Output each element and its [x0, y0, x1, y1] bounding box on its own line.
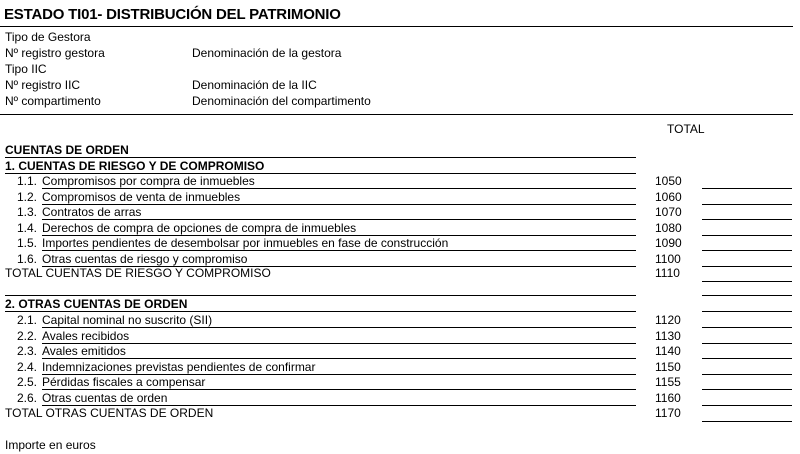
section2-heading: 2. OTRAS CUENTAS DE ORDEN [5, 297, 188, 311]
denominacion-iic-label: Denominación de la IIC [192, 78, 317, 92]
row-value-line [702, 266, 792, 267]
section2-underline [5, 311, 636, 312]
row-code: 1155 [655, 375, 681, 389]
section2-overline-value [702, 295, 792, 296]
section1-total-value-line [702, 281, 792, 282]
table-row [0, 329, 793, 344]
section2-underline-value [702, 311, 792, 312]
row-number: 2.6. [17, 390, 38, 405]
registro-gestora-label: Nº registro gestora [5, 46, 105, 60]
section1-total-label: TOTAL CUENTAS DE RIESGO Y COMPROMISO [5, 266, 271, 280]
row-code: 1100 [655, 251, 681, 266]
section2-total-code: 1170 [655, 406, 681, 420]
tipo-gestora-label: Tipo de Gestora [5, 30, 91, 44]
footer-note: Importe en euros [5, 438, 96, 452]
row-code: 1140 [655, 344, 681, 358]
total-column-header: TOTAL [667, 122, 705, 136]
table-row [0, 313, 793, 328]
row-code: 1120 [655, 313, 681, 327]
tipo-iic-label: Tipo IIC [5, 62, 47, 76]
row-number: 2.2. [17, 328, 38, 343]
row-label: Importes pendientes de desembolsar por inmuebles en fase de construcción [42, 236, 449, 250]
cuentas-orden-underline [5, 157, 636, 158]
row-code: 1050 [655, 174, 682, 188]
row-label: Avales emitidos [42, 344, 126, 358]
row-number: 1.6. [17, 251, 38, 266]
section2-total-label: TOTAL OTRAS CUENTAS DE ORDEN [5, 406, 214, 420]
table-row [0, 252, 793, 267]
table-row [0, 205, 793, 220]
row-number: 1.1. [17, 174, 38, 188]
table-row [0, 236, 793, 251]
table-row [0, 375, 793, 390]
row-label: Otras cuentas de riesgo y compromiso [42, 251, 248, 266]
row-number: 2.1. [17, 313, 38, 327]
table-row [0, 344, 793, 359]
row-code: 1160 [655, 390, 681, 405]
page-title: ESTADO TI01- DISTRIBUCIÓN DEL PATRIMONIO [4, 6, 341, 23]
row-label: Capital nominal no suscrito (SII) [42, 313, 213, 327]
header-divider [0, 114, 793, 115]
row-number: 1.3. [17, 205, 38, 219]
row-label: Compromisos de venta de inmuebles [42, 189, 241, 204]
registro-iic-label: Nº registro IIC [5, 78, 81, 92]
row-number: 1.5. [17, 236, 38, 250]
section2-overline [5, 295, 636, 296]
row-label: Contratos de arras [42, 205, 142, 219]
denominacion-compartimento-label: Denominación del compartimento [192, 94, 371, 108]
denominacion-gestora-label: Denominación de la gestora [192, 46, 342, 60]
row-code: 1150 [655, 359, 681, 374]
row-code: 1060 [655, 189, 682, 204]
section1-heading: 1. CUENTAS DE RIESGO Y DE COMPROMISO [5, 159, 265, 173]
row-label: Indemnizaciones previstas pendientes de confirmar [42, 359, 316, 374]
row-number: 1.4. [17, 220, 38, 235]
table-row [0, 174, 793, 189]
row-label: Derechos de compra de opciones de compra de inmuebles [42, 220, 357, 235]
section1-total-code: 1110 [655, 266, 680, 280]
row-label: Avales recibidos [42, 328, 130, 343]
compartimento-label: Nº compartimento [5, 94, 101, 108]
table-row [0, 391, 793, 406]
row-number: 1.2. [17, 189, 38, 204]
row-label: Pérdidas fiscales a compensar [42, 375, 206, 389]
row-number: 2.4. [17, 359, 38, 374]
cuentas-orden-heading: CUENTAS DE ORDEN [5, 143, 129, 157]
table-row [0, 221, 793, 236]
row-number: 2.5. [17, 375, 38, 389]
row-code: 1070 [655, 205, 682, 219]
row-code: 1090 [655, 236, 682, 250]
row-number: 2.3. [17, 344, 38, 358]
row-code: 1080 [655, 220, 682, 235]
row-value-line [702, 405, 792, 406]
row-code: 1130 [655, 328, 681, 343]
row-label: Compromisos por compra de inmuebles [42, 174, 255, 188]
section2-total-value-line [702, 421, 792, 422]
table-row [0, 190, 793, 205]
title-divider [0, 26, 793, 27]
row-label: Otras cuentas de orden [42, 390, 168, 405]
table-row [0, 360, 793, 375]
